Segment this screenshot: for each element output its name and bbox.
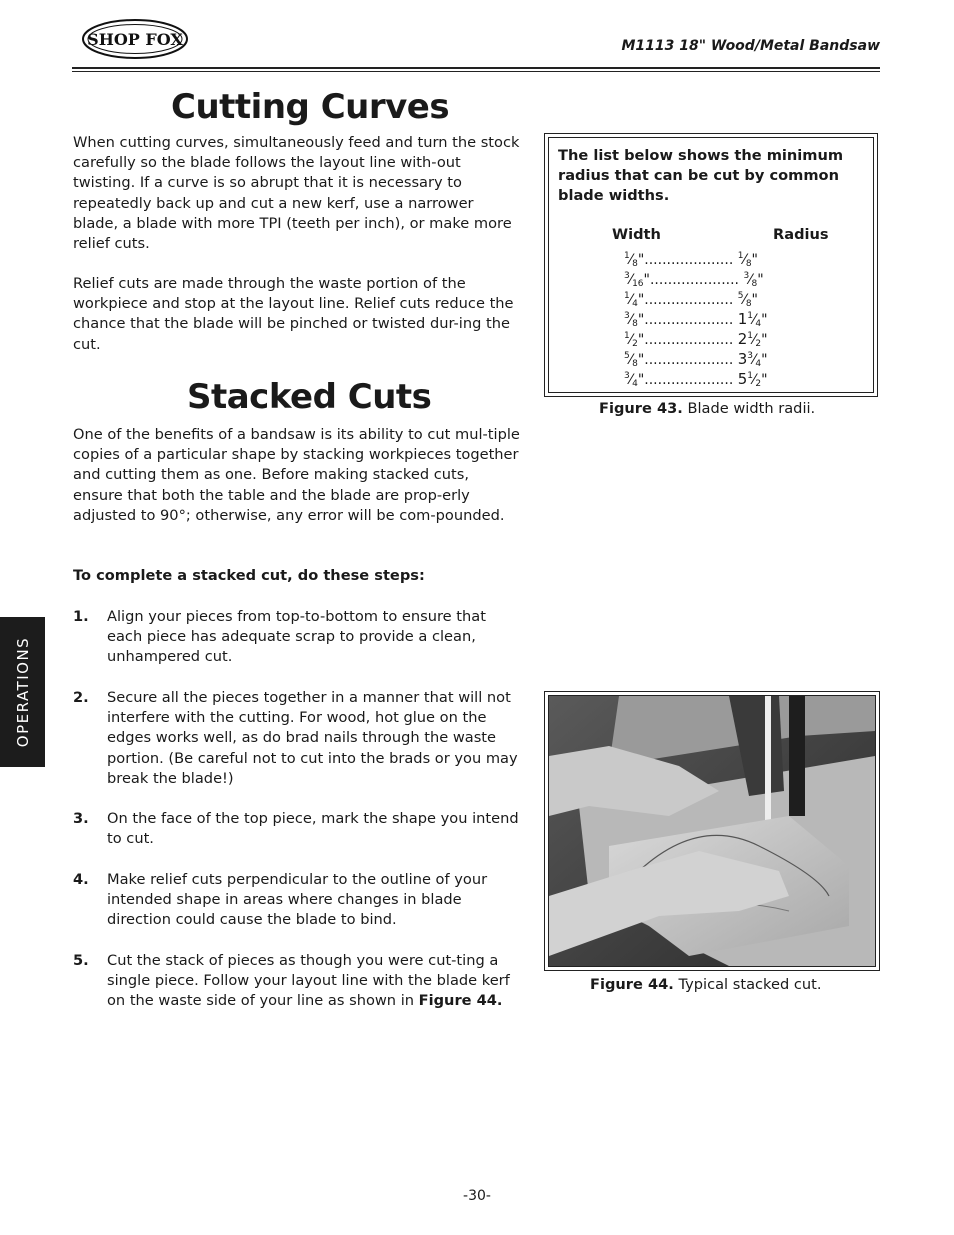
stacked-cut-photo [548, 695, 876, 967]
figure-reference: Figure 44. [418, 992, 503, 1010]
figure-43-text: Blade width radii. [687, 400, 816, 417]
shop-fox-logo [81, 18, 189, 60]
section-heading-cutting-curves: Cutting Curves [171, 87, 450, 127]
figure-43-caption [599, 400, 815, 417]
step-text: On the face of the top piece, mark the shape you intend to cut. [107, 810, 519, 848]
radius-value: $3^3⁄_4$" [737, 350, 768, 369]
stacked-paragraph-1: One of the benefits of a bandsaw is its ability to cut mul-tiple copies of a particular shape by stacking workpieces together and cutting them as one. Before making stacked cuts, ensure that both the table and the blade are prop-erly adjusted to 90°; otherwise, any error will be com-pounded. [73, 426, 520, 524]
radius-value: $^5⁄_8$" [737, 291, 758, 309]
dot-leader: .................... [644, 352, 734, 368]
dot-leader: .................... [649, 272, 739, 288]
logo-text: SHOP FOX [87, 30, 183, 49]
dot-leader: .................... [644, 312, 734, 328]
width-value: $^3⁄_4$" [624, 371, 645, 389]
figure-43-label: Figure 43. [599, 400, 683, 417]
figure-44-caption [590, 976, 821, 993]
step-text: Align your pieces from top-to-bottom to ensure that each piece has adequate scrap to provide a clean, unhampered cut. [107, 608, 486, 666]
document-title: M1113 18" Wood/Metal Bandsaw [621, 38, 880, 54]
radius-value: $1^1⁄_4$" [737, 310, 768, 329]
curves-paragraph-1: When cutting curves, simultaneously feed and turn the stock carefully so the blade follows the layout line with-out twisting. If a curve is so abrupt that it is necessary to repeatedly back up and cut a new kerf, use a narrower blade, a blade with more TPI (teeth per inch), or make more relief cuts. [73, 134, 520, 253]
radius-box-intro: The list below shows the minimum radius that can be cut by common blade widths. [558, 147, 844, 205]
figure-44-frame [544, 691, 880, 971]
width-value: $^1⁄_2$" [624, 331, 645, 349]
width-value: $^5⁄_8$" [624, 351, 645, 369]
step-text [107, 951, 523, 1012]
curves-paragraph-2: Relief cuts are made through the waste portion of the workpiece and stop at the layout line. Relief cuts reduce the chance that the blade will be pinched or twisted dur-ing the cut. [73, 275, 514, 353]
step-number: 3. [73, 810, 89, 827]
step-item [73, 951, 523, 1012]
bandsaw-photo-illustration [549, 696, 875, 966]
steps-heading: To complete a stacked cut, do these steps: [73, 567, 425, 584]
dot-leader: .................... [644, 292, 734, 308]
step-text-body: Cut the stack of pieces as though you were cut-ting a single piece. Follow your layout line with the blade kerf on the waste side of your line as shown in [107, 952, 510, 1010]
step-number: 1. [73, 608, 89, 625]
dot-leader: .................... [644, 332, 734, 348]
blade-radius-box-inner [548, 137, 874, 393]
step-item [73, 688, 523, 789]
figure-44-label: Figure 44. [590, 976, 674, 993]
width-value: $^3⁄_8$" [624, 311, 645, 329]
width-value: $^1⁄_8$" [624, 251, 645, 269]
step-text: Make relief cuts perpendicular to the outline of your intended shape in areas where changes in blade direction could cause the blade to bind. [107, 871, 488, 929]
radius-column-header: Radius [773, 226, 829, 243]
section-heading-stacked-cuts: Stacked Cuts [187, 377, 432, 417]
blade-radius-box [544, 133, 878, 397]
step-number: 2. [73, 689, 89, 706]
step-text: Secure all the pieces together in a manner that will not interfere with the cutting. For wood, hot glue on the edges works well, as do brad nails through the waste portion. (Be careful not to cut into the brads or you may break the blade!) [107, 689, 518, 787]
step-item [73, 607, 523, 668]
dot-leader: .................... [644, 372, 734, 388]
step-number: 4. [73, 871, 89, 888]
radius-value: $2^1⁄_2$" [737, 330, 768, 349]
header-rule [72, 67, 880, 69]
dot-leader: .................... [644, 252, 734, 268]
step-number: 5. [73, 952, 89, 969]
radius-value: $^1⁄_8$" [737, 251, 758, 269]
page-number: -30- [463, 1188, 491, 1204]
width-value: $^3⁄_{16}$" [624, 271, 650, 289]
radius-value: $^3⁄_8$" [743, 271, 764, 289]
step-item [73, 870, 523, 931]
header-rule-thin [72, 71, 880, 72]
radius-value: $5^1⁄_2$" [737, 370, 768, 389]
width-value: $^1⁄_4$" [624, 291, 645, 309]
radius-row [624, 366, 768, 394]
step-item [73, 809, 523, 849]
figure-44-text: Typical stacked cut. [678, 976, 822, 993]
width-column-header: Width [612, 226, 661, 243]
side-tab-label: OPERATIONS [13, 636, 32, 748]
section-side-tab [0, 617, 45, 767]
